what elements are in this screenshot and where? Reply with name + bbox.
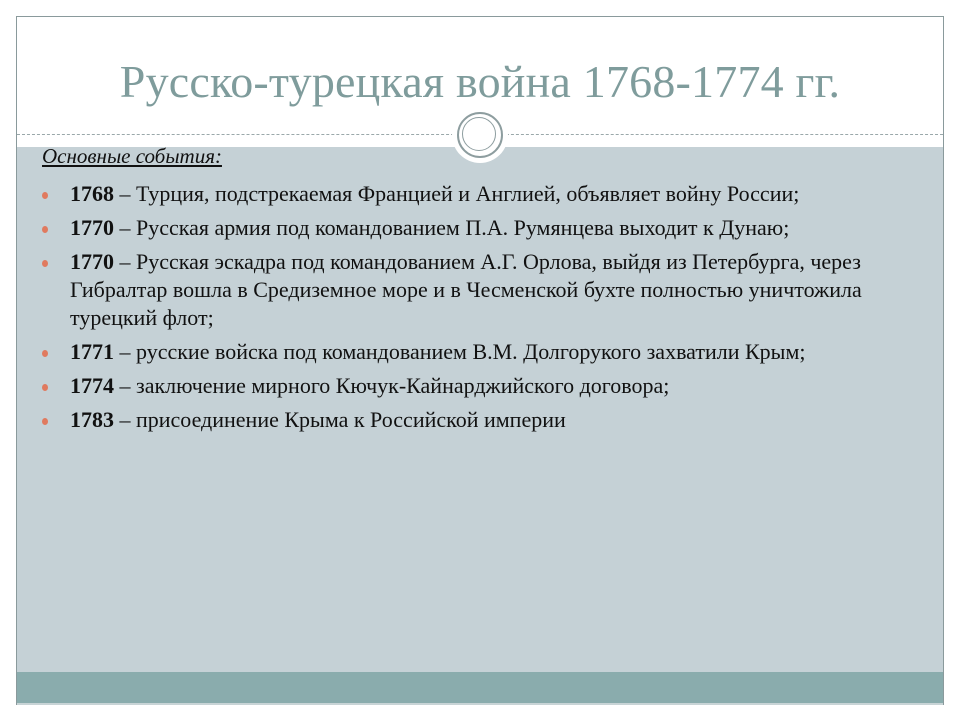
bullet-icon <box>42 384 48 391</box>
event-year: 1770 <box>70 249 114 274</box>
slide-title: Русско-турецкая война 1768-1774 гг. <box>119 56 841 107</box>
bullet-icon <box>42 350 48 357</box>
event-year: 1770 <box>70 215 114 240</box>
event-year: 1783 <box>70 407 114 432</box>
event-year: 1774 <box>70 373 114 398</box>
circle-ornament-icon <box>457 112 503 158</box>
event-year: 1771 <box>70 339 114 364</box>
event-text: – заключение мирного Кючук-Кайнарджийского договора; <box>114 373 670 398</box>
event-text: – присоединение Крыма к Российской империи <box>114 407 566 432</box>
bullet-icon <box>42 260 48 267</box>
subheading: Основные события: <box>42 144 222 168</box>
list-item <box>42 248 882 332</box>
event-text: – Турция, подстрекаемая Францией и Англией, объявляет войну России; <box>114 181 800 206</box>
bullet-icon <box>42 192 48 199</box>
event-text: – русские войска под командованием В.М. Долгорукого захватили Крым; <box>114 339 806 364</box>
bullet-icon <box>42 226 48 233</box>
list-item <box>42 406 882 434</box>
list-item <box>42 372 882 400</box>
list-item <box>42 338 882 366</box>
bullet-icon <box>42 418 48 425</box>
list-item <box>42 214 882 242</box>
footer-band <box>17 672 943 705</box>
events-list <box>42 180 882 440</box>
event-text: – Русская армия под командованием П.А. Румянцева выходит к Дунаю; <box>114 215 790 240</box>
event-text: – Русская эскадра под командованием А.Г. Орлова, выйдя из Петербурга, через Гибралтар вошла в Средиземное море и в Чесменской бухте полностью уничтожила турецкий флот; <box>70 249 862 330</box>
inner-circle <box>462 117 496 151</box>
event-year: 1768 <box>70 181 114 206</box>
list-item <box>42 180 882 208</box>
